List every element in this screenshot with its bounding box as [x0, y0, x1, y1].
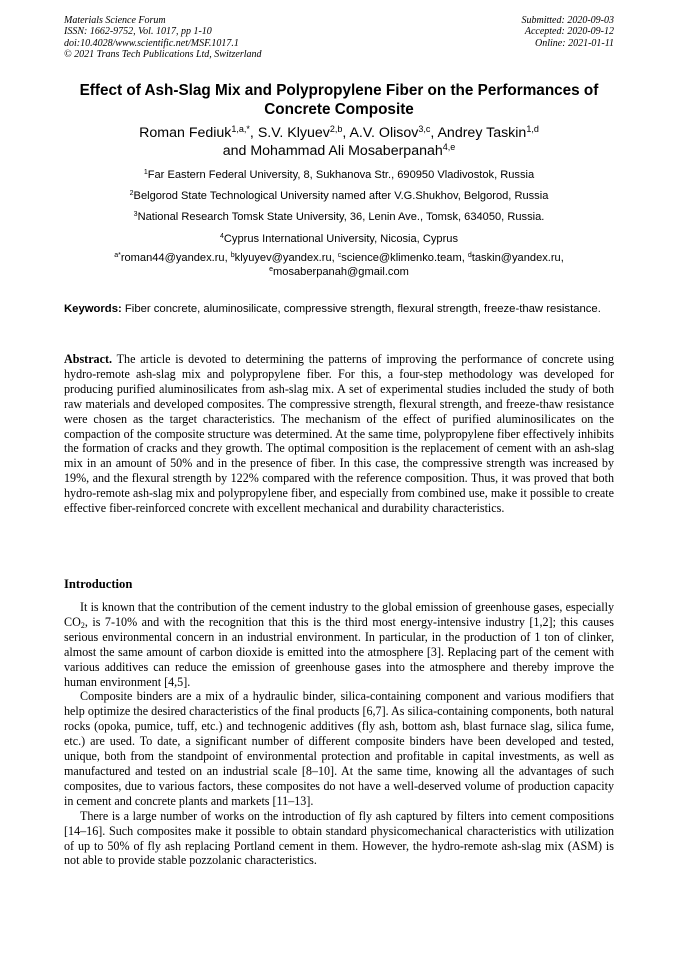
affiliation-text: Far Eastern Federal University, 8, Sukhanova Str., 690950 Vladivostok, Russia: [147, 169, 535, 181]
author-name: Roman Fediuk: [139, 125, 232, 141]
paragraph: Composite binders are a mix of a hydraulic binder, silica-containing component and various modifiers that help optimize the desired characteristics of the final products [6,7]. As silica-containing components, both natural rocks (opoka, pumice, tuff, etc.) and technogenic additives (fly ash, bottom ash, blast furnace slag, silica fume, etc.) are used. To date, a significant number of different composite binders have been developed and tested, unique, both from the standpoint of environmental protection and profitable in capital investments, as well as manufactured and tested on an industrial scale [8–10]. At the same time, knowing all the advantages of such composites, due to various factors, these composites do not have a well-deserved volume of production capacity in cement and concrete plants and markets [11–13].: [64, 689, 614, 808]
paragraph: There is a large number of works on the introduction of fly ash captured by filters into cement compositions [14–16]. Such composites make it possible to obtain standard physicomechanical characteristics with utilization of up to 50% of fly ash replacing Portland cement in them. However, the hydro-remote ash-slag mix (ASM) is not able to provide stable pozzolanic characteristics.: [64, 808, 614, 868]
abstract-label: Abstract.: [64, 352, 113, 366]
affiliation: [40, 168, 638, 182]
author-affiliation-marker: 1,d: [526, 124, 539, 134]
author-affiliation-marker: 1,a,*: [231, 124, 250, 134]
section-heading: Introduction: [64, 577, 133, 591]
email-line: [64, 266, 614, 280]
online-date: Online: 2021-01-11: [535, 37, 614, 49]
affiliation: [40, 232, 638, 246]
affiliation-number: 3: [133, 211, 138, 218]
email-link[interactable]: mosaberpanah@gmail.com: [273, 265, 409, 278]
accepted-date: Accepted: 2020-09-12: [524, 26, 614, 38]
email-line: [64, 252, 614, 266]
author-separator: ,: [249, 125, 258, 141]
paragraph-text: , is 7-10% and with the recognition that this is the third most energy-intensive industry [1,2]; this causes serious environmental concern in an industrial environment. In particular, in the production of 1 ton of clinker, almost the same amount of carbon dioxide is emitted into the atmosphere [3]. Replacing part of the cement with various additives can reduce the emission of greenhouse gases into the atmosphere and thereby improve the human environment [4,5].: [64, 614, 614, 689]
journal-name: Materials Science Forum: [64, 15, 166, 26]
keywords: [64, 302, 614, 316]
submission-dates: [522, 15, 615, 49]
doi: doi:10.4028/www.scientific.net/MSF.1017.1: [64, 37, 239, 49]
paper-title: [50, 81, 628, 119]
submitted-date: Submitted: 2020-09-03: [521, 15, 614, 26]
keywords-label: Keywords:: [64, 303, 122, 315]
author-affiliation-marker: 4,e: [442, 142, 456, 152]
author-name: A.V. Olisov: [349, 125, 419, 141]
title-line: Concrete Composite: [264, 101, 414, 118]
issn: ISSN: 1662-9752, Vol. 1017, pp 1-10: [64, 26, 212, 38]
author-line: [60, 124, 618, 142]
affiliation: [40, 210, 638, 224]
affiliation-text: Cyprus International University, Nicosia, Cyprus: [223, 233, 458, 245]
keywords-text: Fiber concrete, aluminosilicate, compressive strength, flexural strength, freeze-thaw resistance.: [124, 303, 601, 315]
author-separator: ,: [430, 125, 438, 141]
email-marker: e: [269, 265, 274, 273]
journal-info: [64, 15, 262, 61]
author-name: S.V. Klyuev: [257, 125, 330, 141]
abstract-text: The article is devoted to determining the patterns of improving the performance of concrete using hydro-remote ash-slag mix and polypropylene fiber. For this, a four-step methodology was developed for producing purified aluminosilicates from ash-slag mix. A set of experimental studies included the study of both raw materials and developed composites. The compressive strength, flexural strength, and freeze-thaw resistance were chosen as the target characteristics. The mechanism of the effect of purified aluminosilicates on the compaction of the composite structure was determined. At the same time, polypropylene fiber effectively inhibits the formation of cracks and they growth. The optimal composition is the replacement of cement with an ash-slag mix in an amount of 50% and in the presence of fiber. In this case, the compressive strength was increased by 19%, and the flexural strength by 122% compared with the reference composition. Thus, it was proved that both hydro-remote ash-slag mix and polypropylene fiber, and especially from combined use, make it possible to create effective fiber-reinforced concrete with excellent mechanical and durability characteristics.: [64, 352, 614, 516]
introduction-body: [64, 600, 614, 868]
author-affiliation-marker: 3,c: [418, 124, 431, 134]
email-link[interactable]: roman44@yandex.ru,: [120, 252, 231, 264]
email-marker: d: [467, 252, 472, 259]
affiliation-text: Belgorod State Technological University named after V.G.Shukhov, Belgorod, Russia: [133, 190, 549, 202]
subscript: 2: [80, 620, 85, 630]
affiliation-text: National Research Tomsk State University, 36, Lenin Ave., Tomsk, 634050, Russia.: [137, 211, 545, 223]
copyright: © 2021 Trans Tech Publications Ltd, Switzerland: [64, 49, 262, 61]
author-list: [60, 124, 618, 160]
paragraph: [64, 600, 614, 689]
email-marker: c: [337, 252, 342, 259]
email-link[interactable]: science@klimenko.team,: [341, 252, 468, 264]
email-link[interactable]: taskin@yandex.ru,: [471, 252, 564, 264]
paragraph-text: It is known that the contribution of the cement industry to the global emission of greenhouse gases, especially CO: [64, 600, 614, 629]
author-affiliation-marker: 2,b: [329, 124, 343, 134]
author-name: and Mohammad Ali Mosaberpanah: [222, 143, 443, 159]
author-separator: ,: [342, 125, 350, 141]
title-line: Effect of Ash-Slag Mix and Polypropylene Fiber on the Performances of: [79, 82, 599, 99]
affiliation-number: 1: [143, 169, 148, 176]
affiliation: [40, 189, 638, 203]
author-name: Andrey Taskin: [437, 125, 527, 141]
email-marker: a*: [114, 252, 121, 259]
affiliation-number: 2: [129, 190, 134, 197]
email-marker: b: [230, 252, 235, 259]
author-emails: [64, 252, 614, 279]
email-link[interactable]: klyuyev@yandex.ru,: [234, 252, 338, 264]
author-line: [60, 142, 618, 160]
abstract: [64, 352, 614, 516]
affiliation-number: 4: [220, 233, 224, 240]
